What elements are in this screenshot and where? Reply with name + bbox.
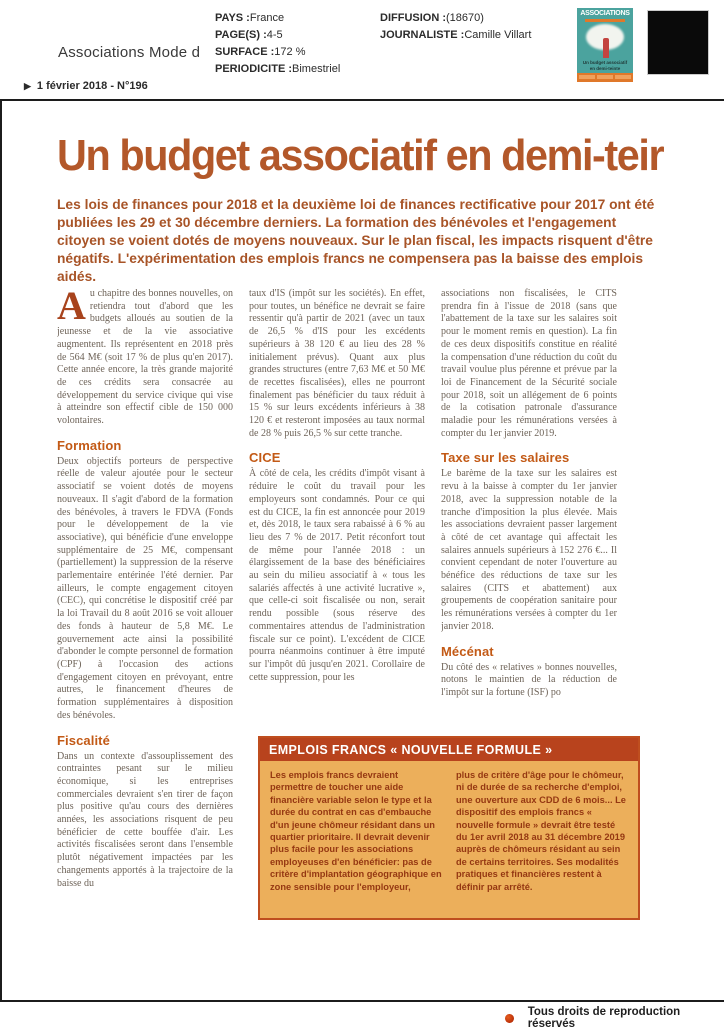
cover-caption-line: en demi-teinte (589, 65, 621, 71)
emplois-francs-callout-box (258, 736, 640, 920)
publication-title: Associations Mode d (58, 44, 201, 61)
callout-box-right-column: plus de critère d'âge pour le chômeur, ni de durée de sa recherche d'emploi, une ouverture aux CDD de 6 mois... Le dispositif des emplois francs « nouvelle formule » devrait être testé du 1er avril 2018 au 31 décembre 2019 auprès de chômeurs résidant au sein de certains territoires. Ses modalités pratiques et financières restent à définir par arrêté. (456, 770, 626, 892)
meta-value: 4-5 (266, 29, 283, 41)
metadata-right-block (380, 10, 531, 44)
section-body-mecenat: Du côté des « relatives » bonnes nouvelles, notons le maintien de la réduction de l'impôt sur la fortune (ISF) po (441, 661, 617, 698)
triangle-bullet-icon: ▶ (24, 81, 31, 91)
meta-value: France (249, 12, 285, 24)
footer-divider-rule (0, 1000, 724, 1002)
meta-label: DIFFUSION : (380, 12, 446, 24)
metadata-left-block (215, 10, 340, 78)
continuation-paragraph: associations non fiscalisées, le CITS prendra fin à l'issue de 2018 (sans que l'abattement de la taxe sur les salaires soit pour le moment remis en question). La fin de ces deux dispositifs constitue en réalité la compensation d'une réduction du coût du travail voulue plus pérenne et prévue par la loi de Financement de la Sécurité sociale pour 2018, soit un allégement de 6 points de la cotisation patronale d'assurance maladie pour les rémunérations versées à compter du 1er janvier 2019. (441, 288, 617, 439)
callout-box-body (260, 761, 638, 901)
intro-text: u chapitre des bonnes nouvelles, on retiendra tout d'abord que les budgets alloués au soutien de la jeunesse et de la vie associative augmentent. Ils représentent en 2018 près de 564 M€ (soit 17 % de plus qu'en 2017). Cette année encore, la très grande majorité de ces crédits sera consacrée au développement du service civique qui vise à atteindre son effectif cible de 150 000 volontaires. (57, 288, 233, 427)
meta-row-surface (215, 44, 340, 61)
meta-row-pages (215, 27, 340, 44)
section-heading-fiscalite: Fiscalité (57, 732, 110, 748)
meta-label: PERIODICITE : (215, 63, 293, 75)
footer (505, 1006, 724, 1030)
section-body-formation: Deux objectifs porteurs de perspective réelle de valeur ajoutée pour le secteur associatif se voient dotés de moyens nouveaux. Il s'agit d'abord de la formation des bénévoles, à travers le FDVA (Fonds pour le développement de la vie associative), qui bénéficie d'une enveloppe supplémentaire de 25 M€, compensant (partiellement) la suppression de la réserve parlementaire entérinée l'été dernier. Par ailleurs, le compte engagement citoyen (CEC), qui concrétise le dispositif créé par la loi Travail du 8 août 2016 se voit allouer des fonds à hauteur de 5,8 M€. Le gouvernement acte ainsi la possibilité d'abonder le compte personnel de formation (CPF) à l'occasion des actions d'engagement citoyen en prévoyant, entre autres, le financement d'heures de formation supplémentaires à disposition des bénévoles. (57, 455, 233, 721)
cover-caption-line: Un budget associatif (582, 60, 628, 65)
cover-bottom-band (577, 73, 633, 82)
section-body-fiscalite: Dans un contexte d'assouplissement des contraintes pesant sur le milieu économique, si les entreprises commerciales devraient s'en tirer de façon plus positive qu'au cours des dernières années, les associations risquent de peu bénéficier de cette bouffée d'air. Les activités fiscalisées seront dans l'ensemble plutôt négativement impactées par les changements apportés à la trajectoire de la baisse du (57, 750, 233, 889)
meta-value: 172 % (274, 46, 306, 58)
page-left-border (0, 99, 2, 1002)
cover-caption (577, 60, 633, 71)
issue-date-text: 1 février 2018 - N°196 (36, 80, 148, 92)
intro-paragraph (57, 288, 233, 428)
callout-box-left-column: Les emplois francs devraient permettre de toucher une aide financière variable selon le type et la durée du contrat en cas d'embauche d'un jeune chômeur résidant dans un quartier prioritaire. Il devrait devenir plus facile pour les associations employeuses d'en bénéficier: pas de critère d'implantation géographique en zone sensible pour l'employeur, (270, 770, 442, 892)
section-heading-formation: Formation (57, 437, 122, 453)
drop-cap: A (57, 288, 86, 328)
section-body-cice: À côté de cela, les crédits d'impôt visant à réduire le coût du travail pour les employeurs sont condamnés. Pour ce qui est du CICE, la fin est annoncée pour 2019 et, dès 2018, le taux sera rabaissé à 6 % au lieu des 7 % de 2017. Petit réconfort tout de même pour l'année 2018 : un élargissement de la base des bénéficiaires au sein du milieu associatif à « tous les salariés affectés à une activité lucrative », que celle-ci soit fiscalisée ou non, serait rendu possible (sous réserve des commentaires attendus de l'administration fiscale sur ce point). L'excédent de CICE pourra néanmoins continuer à être imputé sur l'impôt dû jusqu'en 2021. Corollaire de cette suppression, pour les (249, 468, 425, 683)
meta-label: JOURNALISTE : (380, 29, 465, 41)
cover-orange-strip (585, 19, 625, 22)
continuation-paragraph: taux d'IS (impôt sur les sociétés). En effet, pour toutes, un bénéfice ne devrait se faire ressentir qu'à partir de 2021 (avec un taux de 26,5 % d'IS pour les excédents supérieurs à 38 120 € au lieu des 28 % initialement prévus). Quant aux plus grandes structures (entre 7,63 M€ et 50 M€ de recettes fiscalisées), elles ne pourront finalement pas bénéficier du taux réduit à 15 % sur leurs excédents inférieurs à 38 120 € et resteront imposées au taux normal de 28 % puis 26,5 % sur cette tranche. (249, 288, 425, 439)
issue-date-line (24, 80, 148, 92)
meta-label: PAGE(S) : (215, 29, 267, 41)
meta-label: SURFACE : (215, 46, 275, 58)
meta-value: (18670) (446, 12, 484, 24)
callout-box-title: EMPLOIS FRANCS « NOUVELLE FORMULE » (260, 738, 638, 761)
column-1 (57, 288, 233, 920)
cover-masthead-text: ASSOCIATIONS (580, 10, 630, 17)
section-body-taxe-salaires: Le barème de la taxe sur les salaires est revu à la baisse à compter du 1er janvier 2018, avec la suppression notable de la tranche d'imposition la plus élevée. Mais les associations devraient passer largement à côté de cet avantage qui affectait les salaires annuels supérieurs à 152 276 €... Il convient cependant de noter l'ouverture au bénéfice des réductions de taxe sur les salaires (CITS et abattement) aux groupements de coopération sanitaire pour les rémunérations versées à compter du 1er janvier 2018. (441, 468, 617, 632)
section-heading-cice: CICE (249, 450, 281, 466)
redacted-thumbnail (647, 10, 709, 75)
meta-row-diffusion (380, 10, 531, 27)
section-heading-taxe-salaires: Taxe sur les salaires (441, 450, 570, 466)
red-dot-icon (505, 1014, 514, 1023)
cover-person-illustration (603, 38, 609, 58)
meta-row-periodicite (215, 61, 340, 78)
meta-row-journaliste (380, 27, 531, 44)
meta-value: Bimestriel (292, 63, 341, 75)
rights-notice: Tous droits de reproduction réservés (527, 1006, 681, 1030)
article-lede: Les lois de finances pour 2018 et la deuxième loi de finances rectificative pour 2017 ont été publiées les 29 et 30 décembre derniers. La formation des bénévoles et l'engagement citoyen se voient dotés de moyens nouveaux. Sur le plan fiscal, les impacts risquent d'être négatifs. L'expérimentation des emplois francs ne compensera pas la baisse des emplois aidés. (57, 197, 655, 284)
meta-row-pays (215, 10, 340, 27)
header-divider-rule (0, 99, 724, 101)
meta-value: Camille Villart (464, 29, 532, 41)
section-heading-mecenat: Mécénat (441, 643, 494, 659)
magazine-cover-thumbnail (577, 8, 633, 82)
meta-label: PAYS : (215, 12, 250, 24)
article-headline: Un budget associatif en demi-teir (57, 131, 664, 180)
